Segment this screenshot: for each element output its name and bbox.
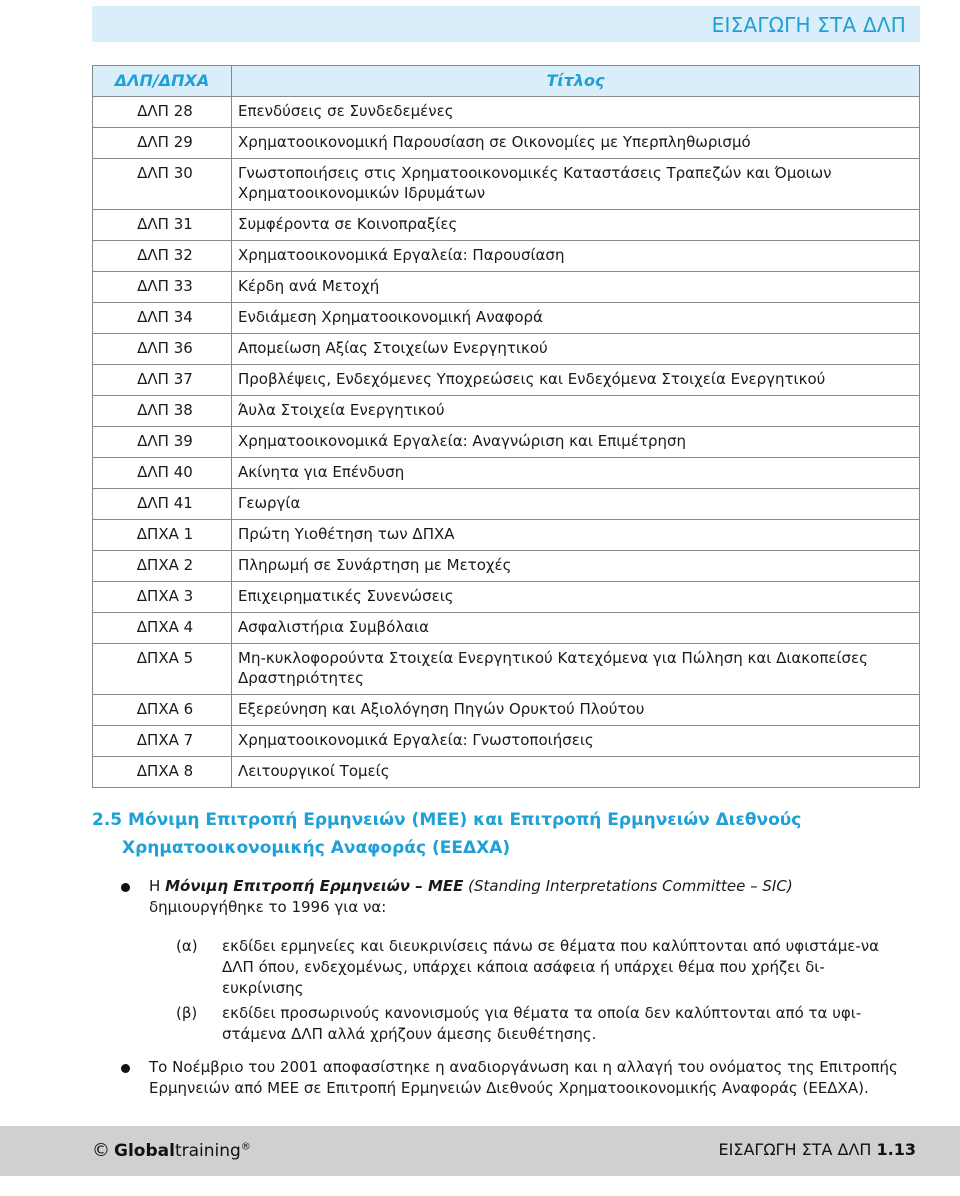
table-row	[93, 97, 920, 128]
table-row	[93, 489, 920, 520]
table-row	[93, 365, 920, 396]
table-row	[93, 272, 920, 303]
row-title: Χρηματοοικονομικά Εργαλεία: Γνωστοποιήσεις	[232, 726, 920, 757]
row-code: ΔΠΧΑ 7	[93, 726, 232, 757]
footer-page-label: ΕΙΣΑΓΩΓΗ ΣΤΑ ΔΛΠ	[718, 1140, 877, 1159]
row-code: ΔΛΠ 40	[93, 458, 232, 489]
row-code: ΔΛΠ 39	[93, 427, 232, 458]
column-header-title: Τίτλος	[232, 66, 920, 97]
row-title: Εξερεύνηση και Αξιολόγηση Πηγών Ορυκτού Πλούτου	[232, 695, 920, 726]
row-title: Πρώτη Υιοθέτηση των ΔΠΧΑ	[232, 520, 920, 551]
bullet-icon	[121, 883, 130, 892]
bullet1-bold: Μόνιμη Επιτροπή Ερμηνειών – ΜΕΕ	[165, 877, 464, 895]
brand-bold: Global	[114, 1141, 175, 1161]
row-code: ΔΛΠ 29	[93, 128, 232, 159]
row-title: Γνωστοποιήσεις στις Χρηματοοικονομικές Καταστάσεις Τραπεζών και Όμοιων Χρηματοοικονομικών Ιδρυμάτων	[232, 159, 920, 210]
row-title: Χρηματοοικονομικά Εργαλεία: Παρουσίαση	[232, 241, 920, 272]
footer-brand	[92, 1140, 251, 1161]
row-code: ΔΠΧΑ 2	[93, 551, 232, 582]
table-body	[93, 97, 920, 788]
section-title	[92, 806, 892, 862]
table-row	[93, 334, 920, 365]
row-code: ΔΠΧΑ 8	[93, 757, 232, 788]
row-code: ΔΛΠ 34	[93, 303, 232, 334]
row-title: Ενδιάμεση Χρηματοοικονομική Αναφορά	[232, 303, 920, 334]
page-number: 1.13	[876, 1140, 916, 1159]
row-title: Γεωργία	[232, 489, 920, 520]
row-code: ΔΛΠ 33	[93, 272, 232, 303]
row-title: Κέρδη ανά Μετοχή	[232, 272, 920, 303]
row-title: Επιχειρηματικές Συνενώσεις	[232, 582, 920, 613]
header-bar	[92, 6, 920, 42]
table-header-row	[93, 66, 920, 97]
bullet2-paragraph: Το Νοέμβριο του 2001 αποφασίστηκε η αναδιοργάνωση και η αλλαγή του ονόματος της Επιτροπής Ερμηνειών από ΜΕΕ σε Επιτροπή Ερμηνειών Διεθνούς Χρηματοοικονομικής Αναφοράς (ΕΕΔΧΑ).	[149, 1058, 898, 1097]
table-row	[93, 396, 920, 427]
table-row	[93, 613, 920, 644]
row-code: ΔΠΧΑ 6	[93, 695, 232, 726]
row-title: Ασφαλιστήρια Συμβόλαια	[232, 613, 920, 644]
row-code: ΔΠΧΑ 1	[93, 520, 232, 551]
footer-page	[719, 1140, 916, 1159]
row-title: Άυλα Στοιχεία Ενεργητικού	[232, 396, 920, 427]
table-row	[93, 551, 920, 582]
row-code: ΔΛΠ 32	[93, 241, 232, 272]
row-title: Επενδύσεις σε Συνδεδεμένες	[232, 97, 920, 128]
table-row	[93, 644, 920, 695]
row-code: ΔΠΧΑ 5	[93, 644, 232, 695]
row-title: Χρηματοοικονομική Παρουσίαση σε Οικονομίες με Υπερπληθωρισμό	[232, 128, 920, 159]
section-title-line2: Χρηματοοικονομικής Αναφοράς (ΕΕΔΧΑ)	[122, 838, 511, 858]
row-code: ΔΛΠ 30	[93, 159, 232, 210]
row-code: ΔΛΠ 36	[93, 334, 232, 365]
sub-a-label: (α)	[176, 937, 198, 955]
row-title: Πληρωμή σε Συνάρτηση με Μετοχές	[232, 551, 920, 582]
row-code: ΔΛΠ 28	[93, 97, 232, 128]
bullet1-rest: δημιουργήθηκε το 1996 για να:	[149, 898, 387, 916]
row-title: Λειτουργικοί Τομείς	[232, 757, 920, 788]
table-row	[93, 695, 920, 726]
section-title-line1: 2.5 Μόνιμη Επιτροπή Ερμηνειών (ΜΕΕ) και Επιτροπή Ερμηνειών Διεθνούς	[92, 810, 802, 830]
table-row	[93, 128, 920, 159]
row-title: Απομείωση Αξίας Στοιχείων Ενεργητικού	[232, 334, 920, 365]
table-row	[93, 241, 920, 272]
row-title: Μη-κυκλοφορούντα Στοιχεία Ενεργητικού Κατεχόμενα για Πώληση και Διακοπείσες Δραστηριότητες	[232, 644, 920, 695]
registered-icon: ®	[240, 1141, 251, 1153]
row-code: ΔΛΠ 41	[93, 489, 232, 520]
table-row	[93, 757, 920, 788]
bullet1-paragraph	[149, 876, 909, 918]
sub-b-text: εκδίδει προσωρινούς κανονισμούς για θέματα τα οποία δεν καλύπτονται από τα υφι-στάμενα ΔΛΠ αλλά χρήζουν άμεσης διευθέτησης.	[222, 1004, 862, 1043]
copyright-icon: ©	[92, 1140, 110, 1161]
table-row	[93, 458, 920, 489]
row-code: ΔΛΠ 31	[93, 210, 232, 241]
table-row	[93, 726, 920, 757]
row-code: ΔΛΠ 37	[93, 365, 232, 396]
row-title: Προβλέψεις, Ενδεχόμενες Υποχρεώσεις και Ενδεχόμενα Στοιχεία Ενεργητικού	[232, 365, 920, 396]
column-header-code: ΔΛΠ/ΔΠΧΑ	[93, 66, 232, 97]
header-title: ΕΙΣΑΓΩΓΗ ΣΤΑ ΔΛΠ	[711, 13, 906, 37]
row-code: ΔΠΧΑ 4	[93, 613, 232, 644]
table-row	[93, 427, 920, 458]
row-code: ΔΛΠ 38	[93, 396, 232, 427]
row-code: ΔΠΧΑ 3	[93, 582, 232, 613]
footer-bar	[0, 1126, 960, 1176]
bullet-icon	[121, 1064, 130, 1073]
table-row	[93, 303, 920, 334]
bullet1-italic: (Standing Interpretations Committee – SIC)	[463, 877, 793, 895]
standards-table	[92, 65, 920, 788]
sub-a-text: εκδίδει ερμηνείες και διευκρινίσεις πάνω σε θέματα που καλύπτονται από υφιστάμε-να ΔΛΠ όπου, ενδεχομένως, υπάρχει κάποια ασάφεια ή υπάρχει θέμα που χρήζει δι-ευκρίνισης	[222, 937, 880, 997]
brand-rest: training	[174, 1141, 241, 1161]
row-title: Συμφέροντα σε Κοινοπραξίες	[232, 210, 920, 241]
table-row	[93, 582, 920, 613]
sub-b-label: (β)	[176, 1004, 198, 1022]
bullet1-prefix: Η	[149, 877, 166, 895]
table-row	[93, 159, 920, 210]
table-row	[93, 520, 920, 551]
row-title: Ακίνητα για Επένδυση	[232, 458, 920, 489]
table-row	[93, 210, 920, 241]
row-title: Χρηματοοικονομικά Εργαλεία: Αναγνώριση και Επιμέτρηση	[232, 427, 920, 458]
